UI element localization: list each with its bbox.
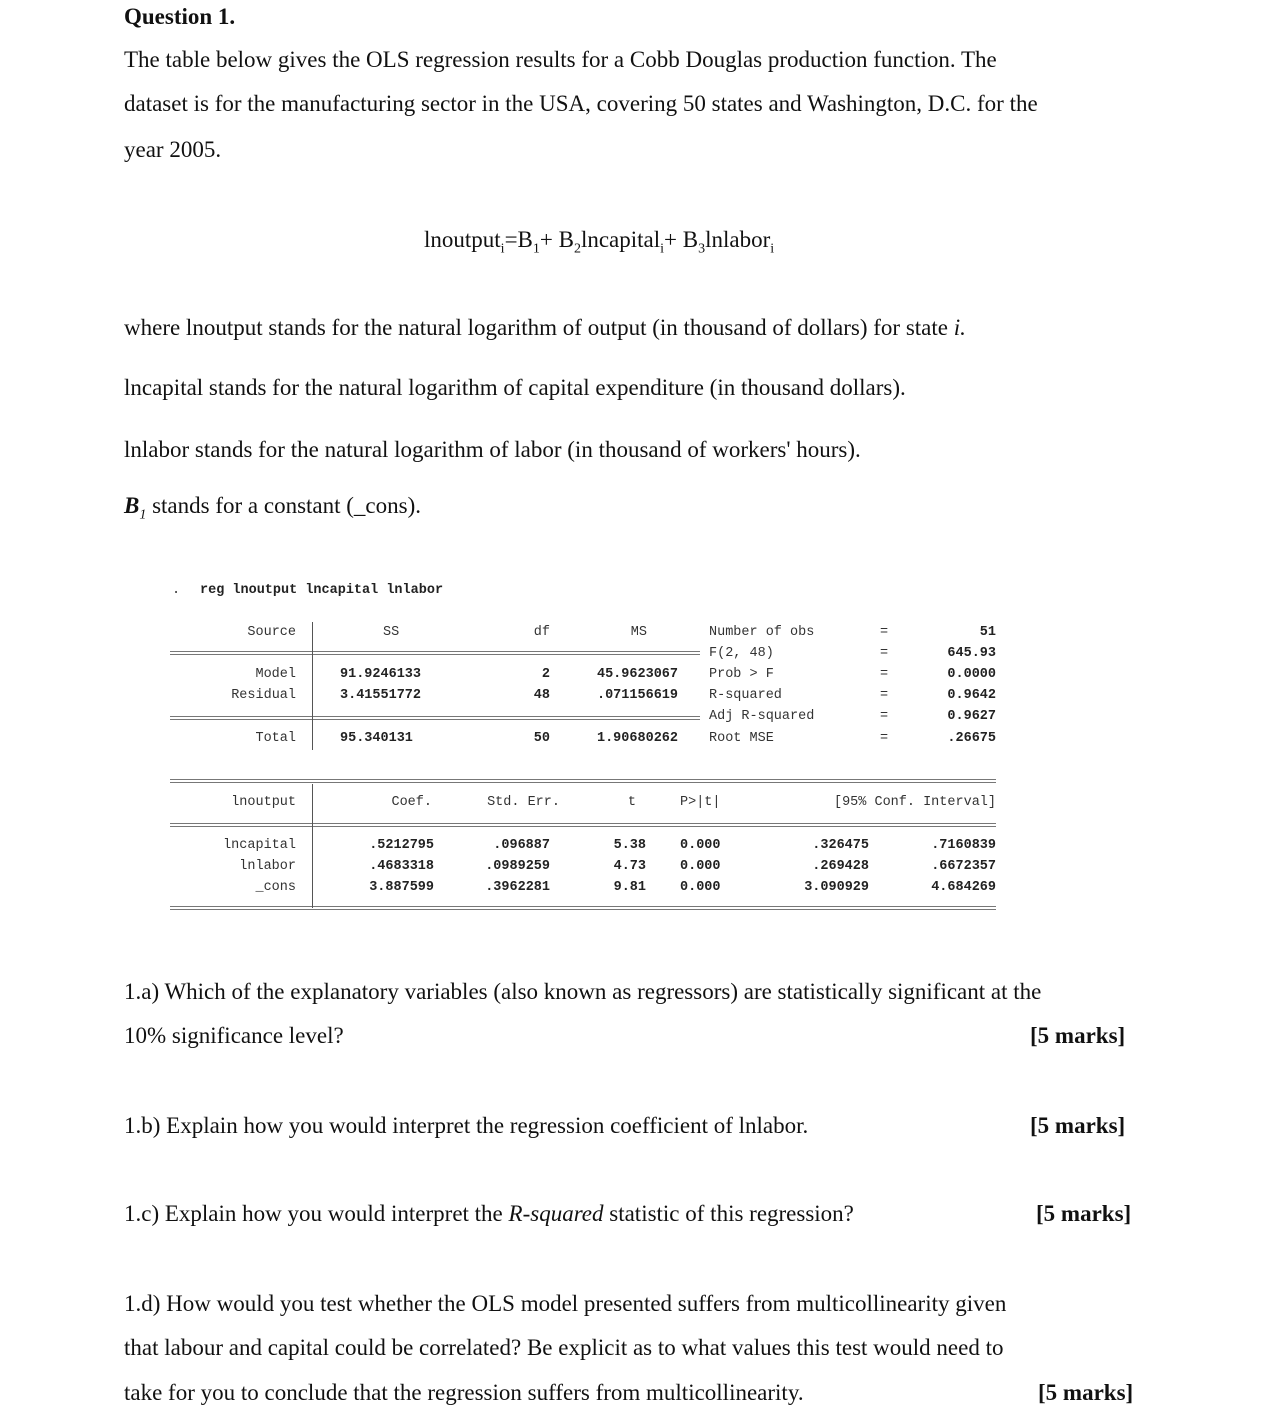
- coef-se: .3962281: [485, 880, 550, 895]
- q-italic: R-squared: [508, 1201, 604, 1226]
- coef-header-p: P>|t|: [680, 795, 721, 810]
- coef-ci-low: 3.090929: [804, 880, 869, 895]
- divider: [170, 779, 996, 783]
- anova-df: 2: [541, 667, 550, 682]
- coef-header-coef: Coef.: [391, 795, 432, 810]
- anova-header-source: Source: [247, 625, 296, 640]
- anova-source: Residual: [231, 688, 296, 703]
- q-text: 1.c) Explain how you would interpret the: [124, 1201, 509, 1226]
- stat-value: 51: [979, 625, 996, 640]
- stat-value: .26675: [947, 731, 996, 746]
- intro-line: dataset is for the manufacturing sector in the USA, covering 50 states and Washington, D.C. for the: [124, 91, 1038, 116]
- coef-ci-low: .326475: [812, 838, 869, 853]
- coef-value: .5212795: [369, 838, 434, 853]
- coef-var: lncapital: [223, 838, 296, 853]
- anova-df: 50: [533, 731, 550, 746]
- stata-prompt: .: [172, 583, 181, 598]
- divider: [312, 622, 313, 750]
- eq-sub: i: [770, 241, 775, 257]
- regression-equation: [424, 226, 774, 264]
- stat-label: Prob > F: [709, 667, 774, 682]
- coef-header-dep: lnoutput: [231, 795, 296, 810]
- eq-sub: 3: [698, 241, 706, 257]
- marks-1c: [5 marks]: [1036, 1201, 1132, 1226]
- eq-sub: 2: [573, 241, 581, 257]
- coef-p: 0.000: [680, 880, 721, 895]
- coef-t: 5.38: [613, 838, 646, 853]
- coef-t: 4.73: [613, 859, 646, 874]
- coef-var: lnlabor: [239, 859, 296, 874]
- coef-header-ci: [95% Conf. Interval]: [833, 795, 996, 810]
- divider: [170, 716, 700, 720]
- coef-header-se: Std. Err.: [487, 795, 560, 810]
- def-text: where lnoutput stands for the natural logarithm of output (in thousand of dollars) for state: [124, 315, 954, 340]
- eq-part: lncapital: [580, 227, 661, 252]
- def-italic: i.: [953, 315, 966, 340]
- anova-source: Total: [255, 731, 296, 746]
- coef-t: 9.81: [613, 880, 646, 895]
- anova-ss: 95.340131: [340, 731, 413, 746]
- stat-equals: =: [880, 709, 889, 724]
- stat-label: Root MSE: [709, 731, 774, 746]
- stat-equals: =: [880, 625, 889, 640]
- question-1d: 1.d) How would you test whether the OLS model presented suffers from multicollinearity given: [124, 1291, 1007, 1316]
- eq-part: lnlabor: [705, 227, 771, 252]
- eq-sub: i: [660, 241, 665, 257]
- anova-header-ms: MS: [630, 625, 647, 640]
- stat-equals: =: [880, 688, 889, 703]
- coef-header-t: t: [627, 795, 636, 810]
- divider: [312, 784, 313, 908]
- eq-sub: 1: [532, 241, 540, 257]
- definition-labor: lnlabor stands for the natural logarithm of labor (in thousand of workers' hours).: [124, 437, 861, 462]
- coef-se: .096887: [493, 838, 550, 853]
- question-1c: [124, 1200, 854, 1228]
- divider: [170, 651, 700, 655]
- coef-ci-low: .269428: [812, 859, 869, 874]
- question-1a: 10% significance level?: [124, 1023, 344, 1048]
- anova-ms: 45.9623067: [596, 667, 678, 682]
- stat-value: 0.9642: [947, 688, 996, 703]
- coef-ci-high: 4.684269: [931, 880, 996, 895]
- intro-line: The table below gives the OLS regression results for a Cobb Douglas production function. The: [124, 47, 997, 72]
- question-1a: 1.a) Which of the explanatory variables (also known as regressors) are statistically significant at the: [124, 979, 1042, 1004]
- definition-output: [124, 314, 966, 342]
- stat-equals: =: [880, 731, 889, 746]
- coef-p: 0.000: [680, 838, 721, 853]
- coef-value: 3.887599: [369, 880, 434, 895]
- stat-label: Adj R-squared: [709, 709, 815, 724]
- divider: [170, 906, 996, 910]
- eq-part: + B: [539, 227, 574, 252]
- eq-part: lnoutput: [424, 227, 501, 252]
- marks-1d: [5 marks]: [1038, 1380, 1134, 1405]
- q-text: statistic of this regression?: [603, 1201, 854, 1226]
- coef-ci-high: .7160839: [931, 838, 996, 853]
- stat-value: 0.9627: [947, 709, 996, 724]
- stat-label: Number of obs: [709, 625, 815, 640]
- coef-var: _cons: [255, 880, 296, 895]
- stat-equals: =: [880, 667, 889, 682]
- anova-source: Model: [255, 667, 296, 682]
- anova-df: 48: [533, 688, 550, 703]
- stat-label: R-squared: [709, 688, 782, 703]
- coef-ci-high: .6672357: [931, 859, 996, 874]
- question-heading: Question 1.: [124, 4, 236, 29]
- definition-capital: lncapital stands for the natural logarithm of capital expenditure (in thousand dollars).: [124, 375, 906, 400]
- stat-value: 645.93: [947, 646, 996, 661]
- intro-line: year 2005.: [124, 137, 222, 162]
- b1-symbol: B: [124, 493, 140, 518]
- coef-se: .0989259: [485, 859, 550, 874]
- divider: [170, 823, 996, 827]
- question-1d: that labour and capital could be correlated? Be explicit as to what values this test would need to: [124, 1335, 1004, 1360]
- stat-value: 0.0000: [947, 667, 996, 682]
- definition-b1: [124, 492, 421, 530]
- anova-ss: 91.9246133: [340, 667, 422, 682]
- b1-sub: 1: [139, 507, 147, 523]
- eq-part: =B: [504, 227, 533, 252]
- def-text: stands for a constant (_cons).: [146, 493, 421, 518]
- stat-equals: =: [880, 646, 889, 661]
- anova-ss: 3.41551772: [340, 688, 422, 703]
- coef-value: .4683318: [369, 859, 434, 874]
- coef-p: 0.000: [680, 859, 721, 874]
- question-1b: 1.b) Explain how you would interpret the regression coefficient of lnlabor.: [124, 1113, 809, 1138]
- eq-sub: i: [500, 241, 505, 257]
- anova-header-df: df: [533, 625, 550, 640]
- question-1d: take for you to conclude that the regression suffers from multicollinearity.: [124, 1380, 804, 1405]
- marks-1a: [5 marks]: [1030, 1023, 1126, 1048]
- anova-ms: 1.90680262: [596, 731, 678, 746]
- marks-1b: [5 marks]: [1030, 1113, 1126, 1138]
- eq-part: + B: [664, 227, 699, 252]
- stata-command: reg lnoutput lncapital lnlabor: [200, 583, 444, 598]
- stat-label: F(2, 48): [709, 646, 774, 661]
- anova-ms: .071156619: [596, 688, 678, 703]
- anova-header-ss: SS: [383, 625, 400, 640]
